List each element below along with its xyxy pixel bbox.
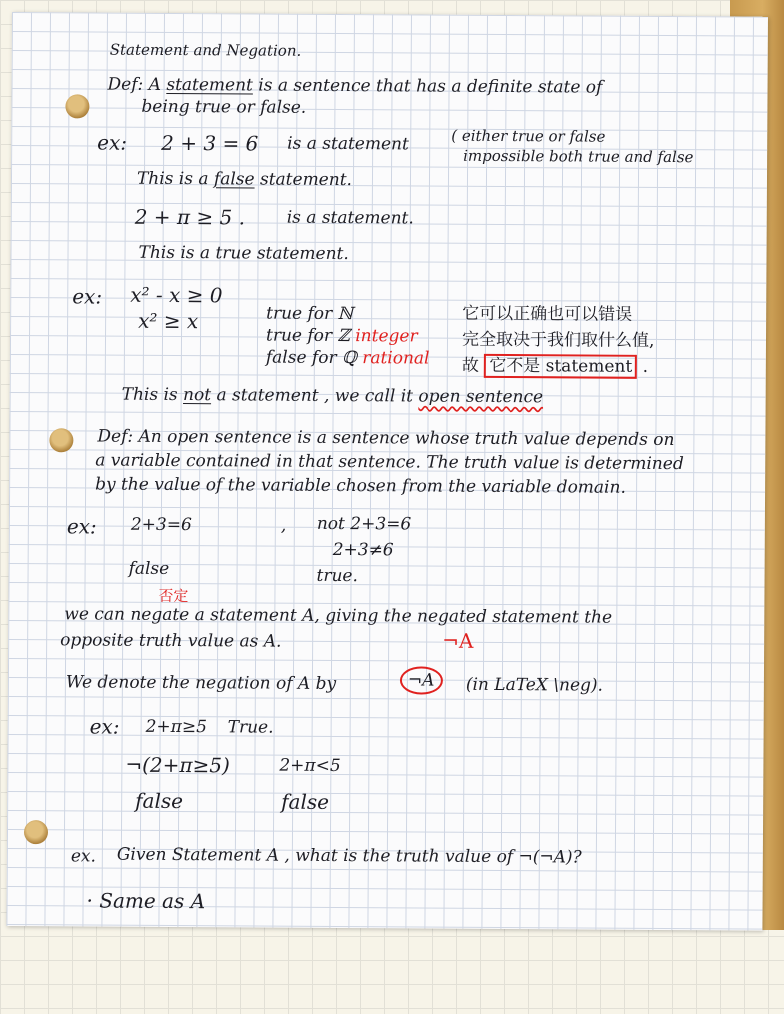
example1-is-statement: is a statement — [287, 133, 409, 155]
example3-not-expression: not 2+3=6 — [316, 513, 412, 535]
example5-answer: · Same as A — [86, 888, 206, 914]
definition-open-sentence-line3: by the value of the variable chosen from the variable domain. — [95, 474, 626, 498]
example1-note-line1: ( either true or false — [451, 126, 606, 146]
example2-expression1: x² - x ≥ 0 — [130, 282, 223, 308]
example4-value: True. — [227, 717, 274, 738]
example1-expression: 2 + 3 = 6 — [161, 130, 259, 156]
page-title: Statement and Negation. — [109, 40, 302, 60]
example3-right-value: true. — [316, 565, 358, 587]
chinese-note-line1: 它可以正确也可以错误 — [462, 303, 633, 325]
notebook-page — [6, 12, 768, 931]
example4-lt-expression: 2+π<5 — [279, 755, 341, 777]
definition-open-sentence-line2: a variable contained in that sentence. The truth value is determined — [95, 450, 684, 475]
example1-verdict: This is a false statement. — [136, 168, 353, 191]
example3-comma: , — [280, 515, 287, 536]
boxed-note: 它不是 statement — [484, 354, 637, 379]
example4-label: ex: — [89, 714, 120, 739]
chinese-note-line2: 完全取决于我们取什么值, — [461, 329, 655, 351]
example2-row-rationals: false for ℚ rational — [265, 347, 430, 369]
example1-verdict2: This is a true statement. — [138, 242, 349, 265]
punch-hole-bottom — [24, 820, 48, 844]
negation-text-line2: opposite truth value as A. — [60, 630, 282, 652]
term-statement: statement — [166, 74, 253, 96]
negation-text-line1: we can negate a statement A, giving the negated statement the — [64, 604, 613, 628]
example3-label: ex: — [66, 514, 97, 539]
example2-row-naturals: true for ℕ — [266, 303, 354, 325]
definition-statement-line2: being true or false. — [141, 96, 307, 118]
term-open-sentence: open sentence — [418, 386, 544, 408]
example4-negated-expression: ¬(2+π≥5) — [125, 752, 230, 778]
open-sentence-conclusion: This is not a statement , we call it open sentence — [121, 384, 544, 408]
chinese-label-negate: 否定 — [158, 586, 189, 606]
example4-right-value: false — [281, 789, 330, 814]
example2-expression2: x² ≥ x — [138, 308, 199, 334]
example2-row-integers: true for ℤ integer — [265, 325, 418, 347]
negation-denote-text: We denote the negation of A by — [65, 672, 337, 694]
negation-denote-symbol: ¬A — [400, 670, 443, 690]
example5-label: ex. — [70, 846, 96, 867]
chinese-note-line3: 故 它不是 statement . — [461, 355, 649, 377]
definition-open-sentence-line1: Def: An open sentence is a sentence whose truth value depends on — [97, 426, 675, 451]
example1-note-line2: impossible both true and false — [463, 146, 694, 167]
example5-question: Given Statement A , what is the truth value of ¬(¬A)? — [116, 844, 582, 868]
punch-hole-middle — [49, 428, 73, 452]
example1-is-statement2: is a statement. — [286, 207, 414, 229]
example2-label: ex: — [72, 284, 103, 309]
example4-expression: 2+π≥5 — [145, 716, 207, 738]
definition-statement-line1: Def: A statement is a sentence that has a definite state of — [107, 74, 603, 98]
negation-latex-note: (in LaTeX \neg). — [465, 674, 604, 696]
example1-expression2: 2 + π ≥ 5 . — [134, 204, 246, 230]
negation-symbol-annotation: ¬A — [442, 628, 474, 653]
example3-neq-expression: 2+3≠6 — [332, 539, 394, 561]
example4-left-value: false — [135, 788, 184, 814]
punch-hole-top — [65, 94, 89, 118]
example1-label: ex: — [97, 130, 128, 155]
example3-left-value: false — [128, 558, 170, 579]
example3-expression: 2+3=6 — [130, 514, 192, 536]
